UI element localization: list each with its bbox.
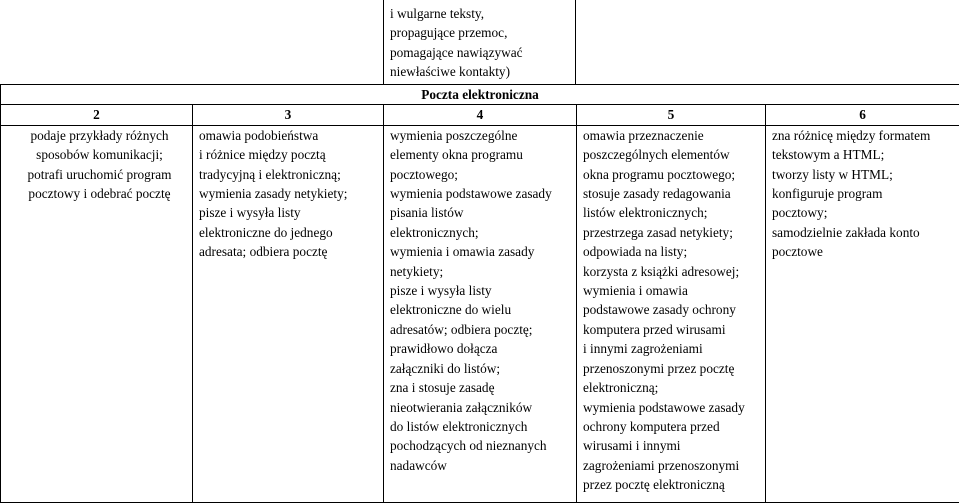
text-line: wirusami i innymi bbox=[583, 438, 681, 454]
text-line: adresatów; odbiera pocztę; bbox=[390, 321, 533, 337]
text-line: pocztowe bbox=[772, 244, 823, 260]
column-number-4: 4 bbox=[384, 105, 577, 125]
column-number-6: 6 bbox=[766, 105, 959, 125]
text-line: elektroniczne do jednego bbox=[199, 224, 333, 240]
text-line: elementy okna programu bbox=[390, 147, 523, 163]
text-line: komputera przed wirusami bbox=[583, 321, 726, 337]
text-line: omawia podobieństwa bbox=[199, 127, 319, 143]
text-line: wymienia podstawowe zasady bbox=[583, 399, 745, 415]
cell-grade-5 bbox=[577, 125, 766, 502]
text-line: zagrożeniami przenoszonymi bbox=[583, 457, 740, 473]
text-line: stosuje zasady redagowania bbox=[583, 186, 731, 202]
text-line: zna i stosuje zasadę bbox=[390, 380, 495, 396]
cell-text bbox=[1, 126, 192, 204]
text-line: wymienia podstawowe zasady bbox=[390, 186, 552, 202]
cell-grade-4 bbox=[384, 125, 577, 502]
text-line: korzysta z książki adresowej; bbox=[583, 263, 740, 279]
cell-text bbox=[193, 126, 383, 262]
content-row bbox=[1, 125, 959, 502]
section-header-row bbox=[1, 85, 959, 105]
text-line: pisania listów bbox=[390, 205, 464, 221]
text-line: przestrzega zasad netykiety; bbox=[583, 224, 733, 240]
text-line: adresata; odbiera pocztę bbox=[199, 244, 328, 260]
text-line: ochrony komputera przed bbox=[583, 418, 720, 434]
text-line: pocztowy i odebrać pocztę bbox=[28, 186, 171, 202]
text-line: niewłaściwe kontakty) bbox=[390, 64, 511, 80]
text-line: pochodzących od nieznanych bbox=[390, 438, 547, 454]
text-line: pisze i wysyła listy bbox=[390, 283, 492, 299]
column-number-5: 5 bbox=[577, 105, 766, 125]
text-line: okna programu pocztowego; bbox=[583, 166, 736, 182]
text-line: sposobów komunikacji; bbox=[36, 147, 163, 163]
text-line: potrafi uruchomić program bbox=[27, 166, 172, 182]
text-line: i wulgarne teksty, bbox=[390, 6, 485, 21]
text-line: wymienia zasady netykiety; bbox=[199, 186, 348, 202]
cell-text bbox=[766, 126, 959, 262]
text-line: przez pocztę elektroniczną bbox=[583, 477, 725, 493]
text-line: załączniki do listów; bbox=[390, 360, 501, 376]
text-line: konfiguruje program bbox=[772, 186, 883, 202]
cell-text bbox=[384, 126, 576, 475]
text-line: odpowiada na listy; bbox=[583, 244, 688, 260]
text-line: nieotwierania załączników bbox=[390, 399, 533, 415]
text-line: netykiety; bbox=[390, 263, 444, 279]
text-line: przenoszonymi przez pocztę bbox=[583, 360, 735, 376]
text-line: elektronicznych; bbox=[390, 224, 479, 240]
cell-grade-3 bbox=[193, 125, 384, 502]
text-line: wymienia poszczególne bbox=[390, 127, 518, 143]
text-line: elektroniczne do wielu bbox=[390, 302, 512, 318]
text-line: do listów elektronicznych bbox=[390, 418, 528, 434]
cell-grade-2 bbox=[1, 125, 193, 502]
column-number-row bbox=[1, 105, 959, 125]
text-line: tradycyjną i elektroniczną; bbox=[199, 166, 341, 182]
text-line: listów elektronicznych; bbox=[583, 205, 708, 221]
column-number-2: 2 bbox=[1, 105, 193, 125]
requirements-table bbox=[0, 84, 959, 503]
top-continuation-cell bbox=[383, 0, 576, 84]
text-line: omawia przeznaczenie bbox=[583, 127, 704, 143]
cell-text bbox=[577, 126, 765, 495]
text-line: pomagające nawiązywać bbox=[390, 44, 523, 60]
text-line: samodzielnie zakłada konto bbox=[772, 224, 920, 240]
text-line: podaje przykłady różnych bbox=[30, 127, 169, 143]
text-line: nadawców bbox=[390, 457, 447, 473]
cell-grade-6 bbox=[766, 125, 959, 502]
text-line: i różnice między pocztą bbox=[199, 147, 326, 163]
text-line: podstawowe zasady ochrony bbox=[583, 302, 736, 318]
section-title: Poczta elektroniczna bbox=[1, 85, 959, 105]
text-line: elektroniczną; bbox=[583, 380, 659, 396]
text-line: poszczególnych elementów bbox=[583, 147, 730, 163]
text-line: i innymi zagrożeniami bbox=[583, 341, 703, 357]
text-line: pisze i wysyła listy bbox=[199, 205, 301, 221]
text-line: tekstowym a HTML; bbox=[772, 147, 885, 163]
text-line: tworzy listy w HTML; bbox=[772, 166, 893, 182]
text-line: wymienia i omawia bbox=[583, 283, 688, 299]
text-line: zna różnicę między formatem bbox=[772, 127, 931, 143]
text-line: pocztowy; bbox=[772, 205, 828, 221]
text-line: pocztowego; bbox=[390, 166, 458, 182]
text-line: prawidłowo dołącza bbox=[390, 341, 498, 357]
text-line: propagujące przemoc, bbox=[390, 25, 508, 41]
column-number-3: 3 bbox=[193, 105, 384, 125]
text-line: wymienia i omawia zasady bbox=[390, 244, 535, 260]
